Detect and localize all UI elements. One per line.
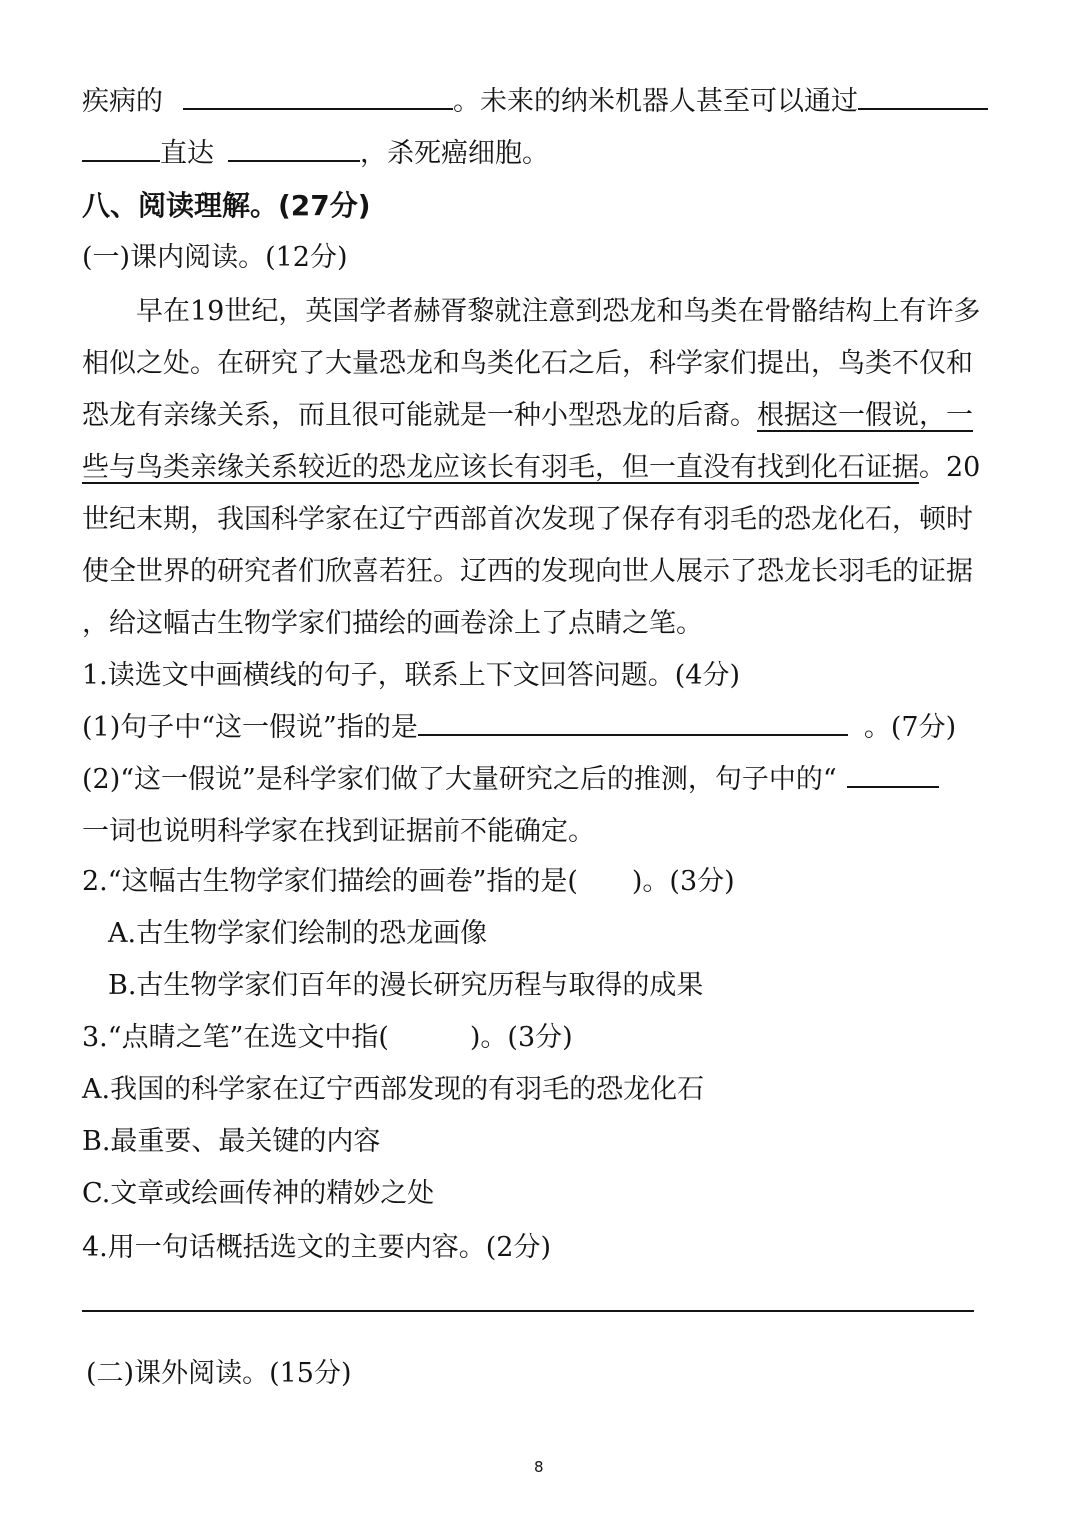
- passage-line: 早在19世纪，英国学者赫胥黎就注意到恐龙和鸟类在骨骼结构上有许多: [136, 296, 981, 327]
- question-2: 2.“这幅古生物学家们描绘的画卷”指的是( )。(3分): [82, 866, 735, 897]
- question-4: 4.用一句话概括选文的主要内容。(2分): [82, 1232, 552, 1263]
- answer-line[interactable]: [82, 1310, 974, 1312]
- option-b[interactable]: B.最重要、最关键的内容: [82, 1126, 381, 1157]
- option-a[interactable]: A.我国的科学家在辽宁西部发现的有羽毛的恐龙化石: [82, 1074, 705, 1105]
- passage-line: 相似之处。在研究了大量恐龙和鸟类化石之后，科学家们提出，鸟类不仅和: [82, 348, 973, 379]
- passage-line: [82, 448, 980, 488]
- underlined-sentence: 些与鸟类亲缘关系较近的恐龙应该长有羽毛，但一直没有找到化石证据: [82, 452, 919, 483]
- answer-blank[interactable]: [418, 710, 848, 736]
- question-1: 1.读选文中画横线的句子，联系上下文回答问题。(4分): [82, 660, 741, 691]
- option-c[interactable]: C.文章或绘画传神的精妙之处: [82, 1178, 435, 1209]
- part-title: (二)课外阅读。(15分): [86, 1358, 352, 1389]
- question-text: (1)句子中“这一假说”指的是: [82, 712, 418, 743]
- score-note: 。(7分): [863, 712, 957, 743]
- text-line: [82, 134, 549, 174]
- question-text: (2)“这一假说”是科学家们做了大量研究之后的推测，句子中的“: [82, 764, 837, 795]
- passage-line: [82, 396, 973, 436]
- passage-line: 使全世界的研究者们欣喜若狂。辽西的发现向世人展示了恐龙长羽毛的证据: [82, 556, 973, 587]
- question-1-sub-2: [82, 760, 939, 800]
- answer-blank[interactable]: [847, 762, 939, 788]
- question-1-sub-1: [82, 708, 956, 748]
- passage-line: 世纪末期，我国科学家在辽宁西部首次发现了保存有羽毛的恐龙化石，顿时: [82, 504, 973, 535]
- fill-text: 。未来的纳米机器人甚至可以通过: [453, 86, 858, 117]
- question-1-sub-2-cont: 一词也说明科学家在找到证据前不能确定。: [82, 816, 595, 847]
- section-title: 八、阅读理解。(27分): [82, 189, 371, 222]
- page-number: 8: [534, 1458, 544, 1476]
- fill-text: 直达: [160, 138, 214, 169]
- question-3: 3.“点睛之笔”在选文中指( )。(3分): [82, 1022, 573, 1053]
- underlined-sentence: 根据这一假说，一: [757, 400, 973, 431]
- passage-line: ，给这幅古生物学家们描绘的画卷涂上了点睛之笔。: [82, 608, 703, 639]
- answer-blank[interactable]: [858, 84, 988, 110]
- answer-blank[interactable]: [228, 136, 360, 162]
- passage-text: 。20: [919, 452, 981, 483]
- answer-blank[interactable]: [183, 84, 453, 110]
- part-title: (一)课内阅读。(12分): [82, 242, 348, 273]
- answer-blank[interactable]: [82, 136, 160, 162]
- option-b[interactable]: B.古生物学家们百年的漫长研究历程与取得的成果: [108, 970, 704, 1001]
- passage-text: 恐龙有亲缘关系，而且很可能就是一种小型恐龙的后裔。: [82, 400, 757, 431]
- option-a[interactable]: A.古生物学家们绘制的恐龙画像: [108, 918, 488, 949]
- fill-text: ，杀死癌细胞。: [360, 138, 549, 169]
- fill-prefix: 疾病的: [82, 86, 163, 117]
- text-line: [82, 82, 988, 122]
